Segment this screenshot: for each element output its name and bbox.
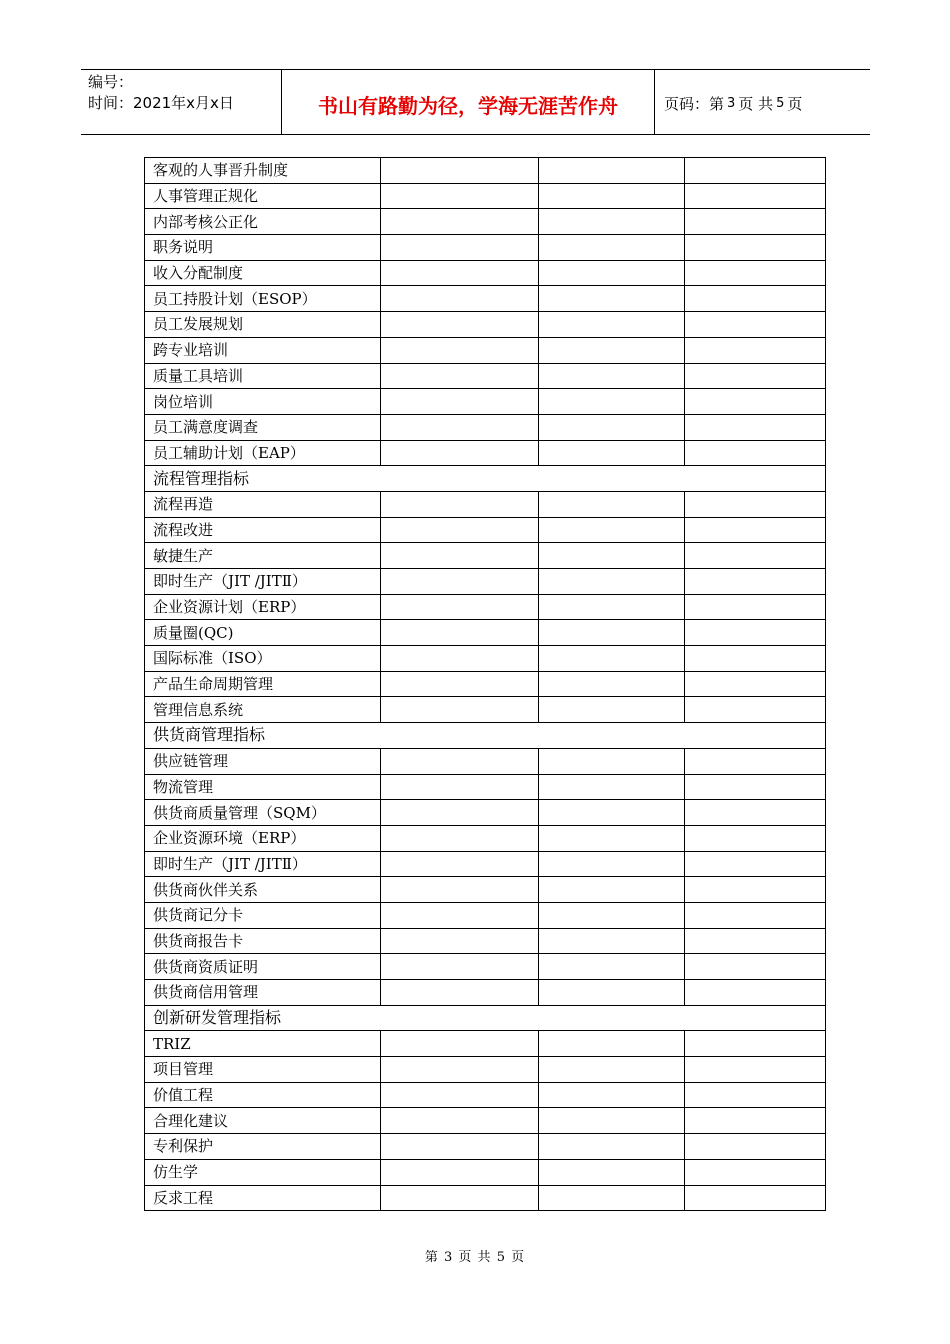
empty-cell bbox=[539, 1134, 685, 1160]
empty-cell bbox=[685, 851, 826, 877]
indicator-label: 职务说明 bbox=[145, 235, 381, 261]
empty-cell bbox=[539, 851, 685, 877]
indicator-label: 即时生产（JIT /JITⅡ） bbox=[145, 569, 381, 595]
empty-cell bbox=[539, 414, 685, 440]
empty-cell bbox=[539, 980, 685, 1006]
table-row bbox=[145, 1108, 826, 1134]
table-row bbox=[145, 260, 826, 286]
table-row bbox=[145, 569, 826, 595]
empty-cell bbox=[381, 440, 539, 466]
empty-cell bbox=[685, 235, 826, 261]
empty-cell bbox=[539, 825, 685, 851]
empty-cell bbox=[539, 620, 685, 646]
empty-cell bbox=[685, 183, 826, 209]
table-row bbox=[145, 1134, 826, 1160]
empty-cell bbox=[381, 697, 539, 723]
empty-cell bbox=[381, 158, 539, 184]
indicator-label: 国际标准（ISO） bbox=[145, 646, 381, 672]
page-mid: 页 共 bbox=[738, 95, 774, 113]
empty-cell bbox=[381, 1134, 539, 1160]
empty-cell bbox=[539, 569, 685, 595]
table-row bbox=[145, 877, 826, 903]
empty-cell bbox=[685, 569, 826, 595]
empty-cell bbox=[685, 491, 826, 517]
empty-cell bbox=[381, 825, 539, 851]
indicator-label: 供货商质量管理（SQM） bbox=[145, 800, 381, 826]
empty-cell bbox=[539, 235, 685, 261]
indicator-label: 客观的人事晋升制度 bbox=[145, 158, 381, 184]
table-row bbox=[145, 980, 826, 1006]
indicator-label: 质量圈(QC) bbox=[145, 620, 381, 646]
page-suffix: 页 bbox=[787, 95, 803, 113]
indicator-table bbox=[144, 157, 826, 1211]
empty-cell bbox=[381, 1159, 539, 1185]
table-row bbox=[145, 671, 826, 697]
empty-cell bbox=[685, 337, 826, 363]
empty-cell bbox=[381, 646, 539, 672]
empty-cell bbox=[685, 774, 826, 800]
empty-cell bbox=[539, 748, 685, 774]
empty-cell bbox=[685, 1108, 826, 1134]
empty-cell bbox=[539, 491, 685, 517]
indicator-label: 即时生产（JIT /JITⅡ） bbox=[145, 851, 381, 877]
empty-cell bbox=[685, 697, 826, 723]
table-row bbox=[145, 800, 826, 826]
empty-cell bbox=[539, 774, 685, 800]
empty-cell bbox=[381, 414, 539, 440]
indicator-label: 管理信息系统 bbox=[145, 697, 381, 723]
empty-cell bbox=[381, 389, 539, 415]
indicator-label: 价值工程 bbox=[145, 1082, 381, 1108]
empty-cell bbox=[539, 183, 685, 209]
indicator-label: 收入分配制度 bbox=[145, 260, 381, 286]
empty-cell bbox=[539, 1108, 685, 1134]
table-row bbox=[145, 594, 826, 620]
empty-cell bbox=[539, 543, 685, 569]
empty-cell bbox=[539, 1031, 685, 1057]
indicator-label: 内部考核公正化 bbox=[145, 209, 381, 235]
empty-cell bbox=[539, 1057, 685, 1083]
empty-cell bbox=[685, 954, 826, 980]
indicator-label: 企业资源环境（ERP） bbox=[145, 825, 381, 851]
table-row bbox=[145, 158, 826, 184]
empty-cell bbox=[381, 183, 539, 209]
empty-cell bbox=[539, 1185, 685, 1211]
empty-cell bbox=[381, 774, 539, 800]
page-total: 5 bbox=[776, 96, 785, 111]
empty-cell bbox=[381, 543, 539, 569]
empty-cell bbox=[381, 1082, 539, 1108]
empty-cell bbox=[381, 235, 539, 261]
empty-cell bbox=[685, 594, 826, 620]
indicator-label: 人事管理正规化 bbox=[145, 183, 381, 209]
table-row bbox=[145, 491, 826, 517]
empty-cell bbox=[539, 158, 685, 184]
indicator-label: 员工满意度调查 bbox=[145, 414, 381, 440]
indicator-label: 质量工具培训 bbox=[145, 363, 381, 389]
indicator-label: 员工发展规划 bbox=[145, 312, 381, 338]
empty-cell bbox=[685, 363, 826, 389]
empty-cell bbox=[685, 928, 826, 954]
empty-cell bbox=[539, 260, 685, 286]
table-row bbox=[145, 851, 826, 877]
table-row bbox=[145, 209, 826, 235]
empty-cell bbox=[381, 594, 539, 620]
indicator-label: 员工持股计划（ESOP） bbox=[145, 286, 381, 312]
empty-cell bbox=[539, 209, 685, 235]
empty-cell bbox=[539, 594, 685, 620]
empty-cell bbox=[381, 1057, 539, 1083]
empty-cell bbox=[685, 800, 826, 826]
empty-cell bbox=[685, 440, 826, 466]
empty-cell bbox=[539, 877, 685, 903]
table-row bbox=[145, 517, 826, 543]
empty-cell bbox=[685, 209, 826, 235]
empty-cell bbox=[381, 928, 539, 954]
table-row bbox=[145, 543, 826, 569]
number-label: 编号： bbox=[88, 73, 134, 91]
indicator-label: 供货商信用管理 bbox=[145, 980, 381, 1006]
indicator-table-body bbox=[145, 158, 826, 1211]
table-row bbox=[145, 825, 826, 851]
section-title: 创新研发管理指标 bbox=[145, 1005, 826, 1031]
empty-cell bbox=[381, 312, 539, 338]
empty-cell bbox=[539, 312, 685, 338]
table-row bbox=[145, 1057, 826, 1083]
empty-cell bbox=[539, 697, 685, 723]
empty-cell bbox=[685, 1185, 826, 1211]
table-row bbox=[145, 312, 826, 338]
empty-cell bbox=[539, 671, 685, 697]
empty-cell bbox=[685, 312, 826, 338]
indicator-label: 岗位培训 bbox=[145, 389, 381, 415]
indicator-label: TRIZ bbox=[145, 1031, 381, 1057]
indicator-label: 供货商伙伴关系 bbox=[145, 877, 381, 903]
empty-cell bbox=[381, 1185, 539, 1211]
empty-cell bbox=[685, 517, 826, 543]
table-row bbox=[145, 389, 826, 415]
indicator-label: 项目管理 bbox=[145, 1057, 381, 1083]
header-motto: 书山有路勤为径，学海无涯苦作舟 bbox=[282, 70, 655, 134]
table-row bbox=[145, 1031, 826, 1057]
table-row bbox=[145, 620, 826, 646]
empty-cell bbox=[381, 620, 539, 646]
table-row bbox=[145, 440, 826, 466]
empty-cell bbox=[381, 671, 539, 697]
indicator-label: 供货商资质证明 bbox=[145, 954, 381, 980]
indicator-label: 员工辅助计划（EAP） bbox=[145, 440, 381, 466]
empty-cell bbox=[685, 1057, 826, 1083]
empty-cell bbox=[685, 980, 826, 1006]
empty-cell bbox=[685, 1031, 826, 1057]
section-row bbox=[145, 1005, 826, 1031]
section-row bbox=[145, 466, 826, 492]
indicator-label: 合理化建议 bbox=[145, 1108, 381, 1134]
table-row bbox=[145, 1185, 826, 1211]
table-row bbox=[145, 902, 826, 928]
empty-cell bbox=[381, 569, 539, 595]
empty-cell bbox=[381, 980, 539, 1006]
table-row bbox=[145, 337, 826, 363]
empty-cell bbox=[381, 517, 539, 543]
empty-cell bbox=[539, 363, 685, 389]
empty-cell bbox=[381, 800, 539, 826]
empty-cell bbox=[685, 902, 826, 928]
empty-cell bbox=[539, 440, 685, 466]
empty-cell bbox=[685, 671, 826, 697]
table-row bbox=[145, 697, 826, 723]
indicator-label: 专利保护 bbox=[145, 1134, 381, 1160]
indicator-label: 反求工程 bbox=[145, 1185, 381, 1211]
table-row bbox=[145, 774, 826, 800]
table-row bbox=[145, 363, 826, 389]
empty-cell bbox=[381, 337, 539, 363]
empty-cell bbox=[539, 954, 685, 980]
page-prefix: 页码：第 bbox=[664, 95, 725, 113]
empty-cell bbox=[685, 825, 826, 851]
empty-cell bbox=[381, 877, 539, 903]
empty-cell bbox=[381, 209, 539, 235]
table-row bbox=[145, 183, 826, 209]
table-row bbox=[145, 748, 826, 774]
header-info bbox=[81, 70, 282, 134]
section-title: 供货商管理指标 bbox=[145, 723, 826, 749]
empty-cell bbox=[685, 414, 826, 440]
page-current: 3 bbox=[727, 96, 736, 111]
empty-cell bbox=[381, 954, 539, 980]
indicator-label: 流程改进 bbox=[145, 517, 381, 543]
empty-cell bbox=[685, 260, 826, 286]
empty-cell bbox=[381, 260, 539, 286]
empty-cell bbox=[685, 1159, 826, 1185]
table-row bbox=[145, 928, 826, 954]
indicator-label: 流程再造 bbox=[145, 491, 381, 517]
empty-cell bbox=[381, 286, 539, 312]
empty-cell bbox=[685, 1134, 826, 1160]
indicator-label: 物流管理 bbox=[145, 774, 381, 800]
empty-cell bbox=[381, 1031, 539, 1057]
page-header bbox=[81, 69, 870, 135]
empty-cell bbox=[685, 620, 826, 646]
empty-cell bbox=[539, 337, 685, 363]
empty-cell bbox=[685, 748, 826, 774]
table-row bbox=[145, 286, 826, 312]
empty-cell bbox=[685, 543, 826, 569]
empty-cell bbox=[381, 491, 539, 517]
empty-cell bbox=[539, 517, 685, 543]
empty-cell bbox=[381, 748, 539, 774]
section-row bbox=[145, 723, 826, 749]
empty-cell bbox=[539, 902, 685, 928]
table-row bbox=[145, 1082, 826, 1108]
empty-cell bbox=[539, 800, 685, 826]
empty-cell bbox=[539, 646, 685, 672]
empty-cell bbox=[539, 928, 685, 954]
empty-cell bbox=[539, 1082, 685, 1108]
indicator-label: 产品生命周期管理 bbox=[145, 671, 381, 697]
page-footer: 第 3 页 共 5 页 bbox=[424, 1250, 526, 1265]
indicator-label: 供应链管理 bbox=[145, 748, 381, 774]
table-row bbox=[145, 1159, 826, 1185]
empty-cell bbox=[539, 286, 685, 312]
indicator-label: 供货商记分卡 bbox=[145, 902, 381, 928]
empty-cell bbox=[685, 1082, 826, 1108]
table-row bbox=[145, 954, 826, 980]
table-row bbox=[145, 646, 826, 672]
indicator-label: 仿生学 bbox=[145, 1159, 381, 1185]
table-row bbox=[145, 414, 826, 440]
indicator-label: 跨专业培训 bbox=[145, 337, 381, 363]
time-label: 时间：2021年x月x日 bbox=[88, 94, 234, 112]
empty-cell bbox=[685, 158, 826, 184]
empty-cell bbox=[685, 646, 826, 672]
empty-cell bbox=[539, 1159, 685, 1185]
empty-cell bbox=[539, 389, 685, 415]
indicator-label: 企业资源计划（ERP） bbox=[145, 594, 381, 620]
empty-cell bbox=[381, 363, 539, 389]
indicator-label: 供货商报告卡 bbox=[145, 928, 381, 954]
empty-cell bbox=[381, 1108, 539, 1134]
empty-cell bbox=[685, 877, 826, 903]
indicator-label: 敏捷生产 bbox=[145, 543, 381, 569]
header-page-number bbox=[655, 70, 870, 134]
table-row bbox=[145, 235, 826, 261]
empty-cell bbox=[685, 286, 826, 312]
section-title: 流程管理指标 bbox=[145, 466, 826, 492]
empty-cell bbox=[685, 389, 826, 415]
empty-cell bbox=[381, 902, 539, 928]
empty-cell bbox=[381, 851, 539, 877]
